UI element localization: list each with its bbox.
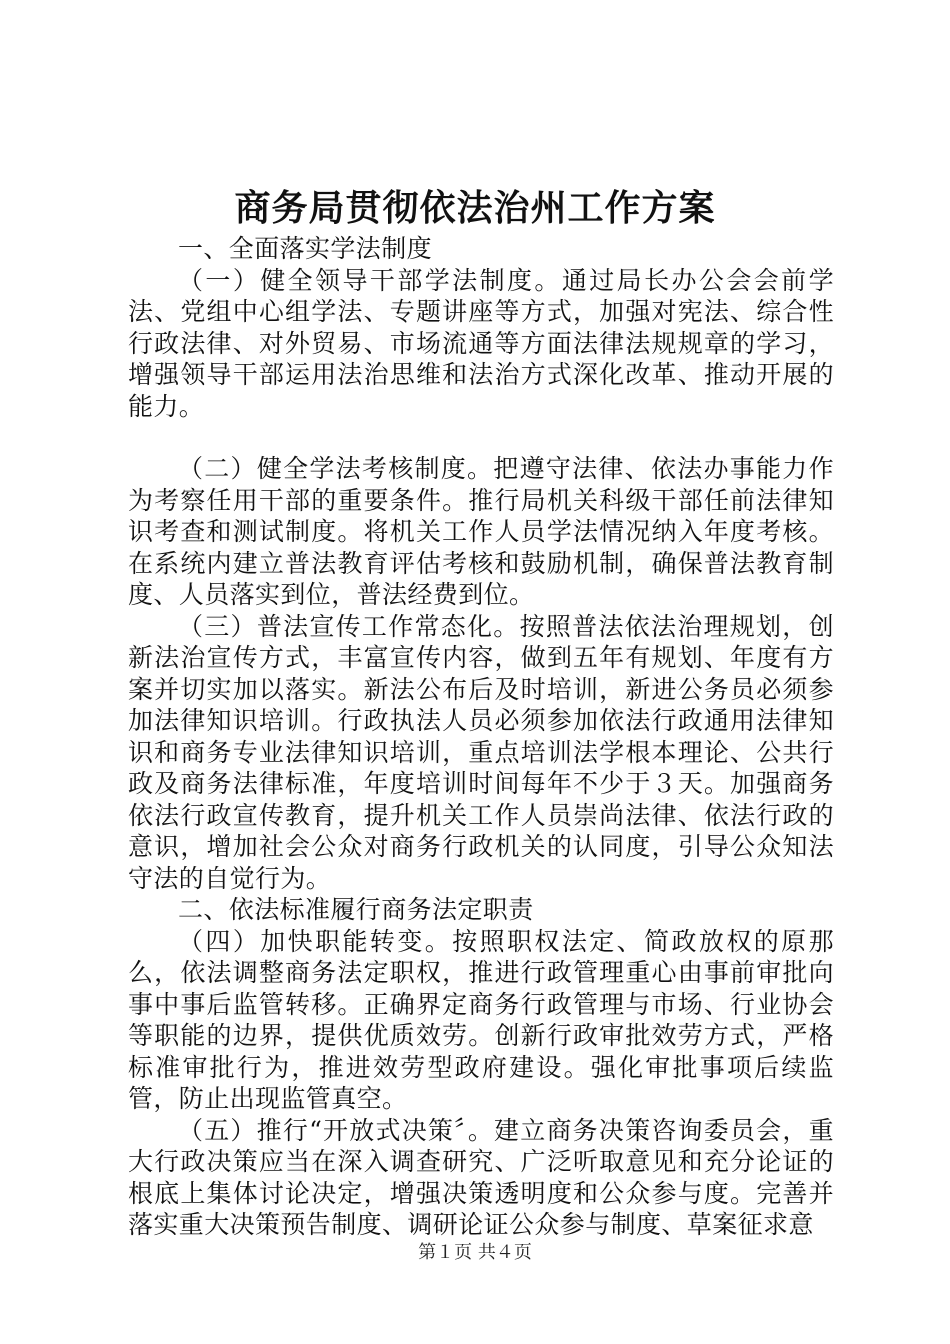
section-heading-2: 二、依法标准履行商务法定职责 bbox=[178, 895, 534, 924]
paragraph-5: （五）推行“开放式决策〞。建立商务决策咨询委员会，重大行政决策应当在深入调查研究、广泛听取意见和充分论证的根底上集体讨论决定，增强决策透明度和公众参与度。完善并落实重大决策预告制度、调研论证公众参与制度、草案征求意 bbox=[128, 1115, 834, 1239]
paragraph-2: （二）健全学法考核制度。把遵守法律、依法办事能力作为考察任用干部的重要条件。推行局机关科级干部任前法律知识考查和测试制度。将机关工作人员学法情况纳入年度考核。在系统内建立普法教育评估考核和鼓励机制，确保普法教育制度、人员落实到位，普法经费到位。 bbox=[128, 454, 834, 609]
section-heading-1: 一、全面落实学法制度 bbox=[178, 234, 433, 263]
paragraph-3: （三）普法宣传工作常态化。按照普法依法治理规划，创新法治宣传方式，丰富宣传内容，做到五年有规划、年度有方案并切实加以落实。新法公布后及时培训，新进公务员必须参加法律知识培训。行政执法人员必须参加依法行政通用法律知识和商务专业法律知识培训，重点培训法学根本理论、公共行政及商务法律标准，年度培训时间每年不少于３天。加强商务依法行政宣传教育，提升机关工作人员崇尚法律、依法行政的意识，增加社会公众对商务行政机关的认同度，引导公众知法守法的自觉行为。 bbox=[128, 611, 834, 893]
page-number: 第１页 共４页 bbox=[418, 1242, 532, 1263]
paragraph-1: （一）健全领导干部学法制度。通过局长办公会会前学法、党组中心组学法、专题讲座等方式，加强对宪法、综合性行政法律、对外贸易、市场流通等方面法律法规规章的学习，增强领导干部运用法治思维和法治方式深化改革、推动开展的能力。 bbox=[128, 265, 834, 421]
document-title: 商务局贯彻依法治州工作方案 bbox=[234, 187, 716, 229]
paragraph-4: （四）加快职能转变。按照职权法定、简政放权的原那么，依法调整商务法定职权，推进行政管理重心由事前审批向事中事后监管转移。正确界定商务行政管理与市场、行业协会等职能的边界，提供优质效劳。创新行政审批效劳方式，严格标准审批行为，推进效劳型政府建设。强化审批事项后续监管，防止出现监管真空。 bbox=[128, 926, 834, 1113]
document-body bbox=[128, 233, 834, 1241]
